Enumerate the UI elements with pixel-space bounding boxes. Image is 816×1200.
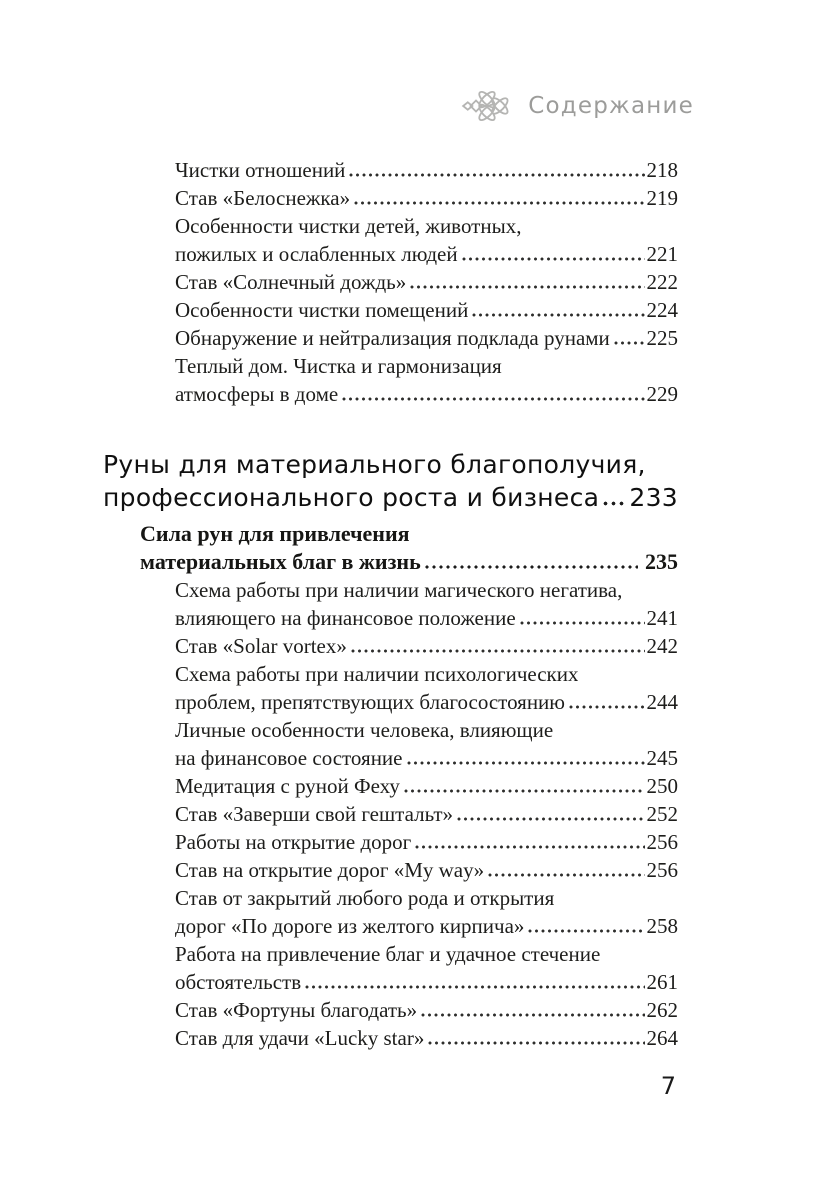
toc-entry-line: [175, 856, 678, 884]
toc-entry-page: 221: [646, 242, 678, 266]
dot-leader: [305, 985, 644, 989]
dot-leader: [404, 789, 645, 793]
dot-leader: [488, 873, 644, 877]
toc-entry-line: [175, 352, 678, 380]
toc-entry-text: Сила рун для привлечения: [140, 521, 410, 546]
toc-entry: [175, 212, 678, 268]
toc-entry: [175, 184, 678, 212]
toc-entry-text: материальных благ в жизнь: [140, 549, 421, 574]
toc-entry-line: [175, 940, 678, 968]
toc-entry-line: [175, 324, 678, 352]
toc-entry-line: [103, 481, 678, 514]
toc-entry-text: атмосферы в доме: [175, 382, 339, 406]
celtic-knot-icon: [459, 84, 515, 128]
toc-entry-text: Схема работы при наличии магического негатива,: [175, 578, 623, 602]
toc-entry: [175, 940, 678, 996]
toc-section: [0, 576, 816, 1052]
dot-leader: [457, 817, 644, 821]
dot-leader: [528, 929, 644, 933]
toc-entry-line: [103, 448, 678, 481]
dot-leader: [342, 397, 644, 401]
toc-entry-page: 252: [646, 802, 678, 826]
toc-entry-line: [175, 576, 678, 604]
toc-entry-text: Став от закрытий любого рода и открытия: [175, 886, 555, 910]
toc-entry-text: Став «Заверши свой гештальт»: [175, 802, 454, 826]
toc-entry-line: [175, 184, 678, 212]
toc-entry-line: [175, 660, 678, 688]
toc-entry-line: [140, 548, 678, 576]
toc-entry: [175, 716, 678, 772]
toc-entry-text: дорог «По дороге из желтого кирпича»: [175, 914, 525, 938]
toc-entry-text: пожилых и ослабленных людей: [175, 242, 458, 266]
toc-entry-text: Теплый дом. Чистка и гармонизация: [175, 354, 502, 378]
toc-entry-line: [175, 1024, 678, 1052]
toc-entry-line: [175, 632, 678, 660]
toc-entry: [175, 352, 678, 408]
toc-entry-page: 256: [646, 858, 678, 882]
toc-entry-text: влияющего на финансовое положение: [175, 606, 516, 630]
toc-entry: [175, 1024, 678, 1052]
toc-entry: [175, 856, 678, 884]
toc-entry: [175, 772, 678, 800]
toc-entry-line: [175, 240, 678, 268]
toc-entry-text: Медитация с руной Феху: [175, 774, 400, 798]
toc-entry-line: [175, 688, 678, 716]
toc-entry-text: Чистки отношений: [175, 158, 346, 182]
toc-entry-text: Особенности чистки детей, животных,: [175, 214, 522, 238]
toc-entry-line: [175, 380, 678, 408]
dot-leader: [407, 761, 645, 765]
toc-entry-page: 218: [646, 158, 678, 182]
dot-leader: [351, 649, 645, 653]
toc-entry: [175, 156, 678, 184]
toc-entry-text: Став «Solar vortex»: [175, 634, 347, 658]
toc-entry-line: [175, 744, 678, 772]
toc-entry-page: 219: [646, 186, 678, 210]
toc-entry: [175, 324, 678, 352]
toc-entry-line: [175, 828, 678, 856]
toc-entry-line: [140, 520, 678, 548]
toc-entry-line: [175, 268, 678, 296]
toc-entry-page: 224: [646, 298, 678, 322]
toc-entry-text: на финансовое состояние: [175, 746, 403, 770]
toc-entry-text: Обнаружение и нейтрализация подклада рунами: [175, 326, 610, 350]
toc-entry-page: 256: [646, 830, 678, 854]
toc-entry-page: 222: [646, 270, 678, 294]
toc-entry-text: Работы на открытие дорог: [175, 830, 412, 854]
toc-entry-page: 245: [646, 746, 678, 770]
dot-leader: [520, 621, 645, 625]
toc-entry-text: Особенности чистки помещений: [175, 298, 469, 322]
toc-entry-page: 241: [646, 606, 678, 630]
dot-leader: [614, 341, 645, 345]
toc-entry-text: Став для удачи «Lucky star»: [175, 1026, 425, 1050]
toc-entry-page: 233: [629, 483, 678, 512]
page-header: [0, 84, 694, 128]
toc-entry: [175, 632, 678, 660]
page-header-title: Содержание: [528, 93, 694, 119]
dot-leader: [603, 501, 627, 506]
toc-entry-page: 262: [646, 998, 678, 1022]
dot-leader: [354, 201, 644, 205]
toc-entry-text: Работа на привлечение благ и удачное стечение: [175, 942, 601, 966]
toc-entry: [175, 828, 678, 856]
toc-entry: [175, 884, 678, 940]
toc-entry-line: [175, 212, 678, 240]
toc-entry-page: 258: [646, 914, 678, 938]
toc-entry-text: проблем, препятствующих благосостоянию: [175, 690, 565, 714]
toc-entry-line: [175, 716, 678, 744]
toc-subsection-heading: [140, 520, 678, 576]
dot-leader: [410, 285, 644, 289]
toc-entry-page: 261: [646, 970, 678, 994]
toc-entry-text: Став «Солнечный дождь»: [175, 270, 407, 294]
toc-entry: [175, 268, 678, 296]
toc-entry-page: 235: [645, 549, 678, 574]
toc-entry-page: 244: [646, 690, 678, 714]
toc-entry-text: Став на открытие дорог «My way»: [175, 858, 485, 882]
dot-leader: [421, 1013, 644, 1017]
toc-entry-page: 264: [646, 1026, 678, 1050]
dot-leader: [425, 565, 638, 569]
toc-entry-page: 242: [646, 634, 678, 658]
dot-leader: [349, 173, 644, 177]
toc-entry-line: [175, 772, 678, 800]
toc-entry-line: [175, 156, 678, 184]
toc-entry: [175, 996, 678, 1024]
dot-leader: [569, 705, 645, 709]
page-number: 7: [660, 1072, 676, 1100]
toc-list: [0, 156, 816, 1052]
toc-entry-text: Став «Белоснежка»: [175, 186, 351, 210]
toc-entry: [175, 296, 678, 324]
toc-entry-line: [175, 912, 678, 940]
toc-entry-page: 229: [646, 382, 678, 406]
toc-entry-text: обстоятельств: [175, 970, 302, 994]
toc-section: [0, 156, 816, 408]
toc-entry-line: [175, 800, 678, 828]
toc-entry-text: профессионального роста и бизнеса: [103, 483, 600, 512]
toc-entry: [175, 660, 678, 716]
toc-entry-text: Руны для материального благополучия,: [103, 450, 646, 479]
dot-leader: [428, 1041, 644, 1045]
toc-entry-line: [175, 296, 678, 324]
dot-leader: [415, 845, 644, 849]
toc-entry-line: [175, 884, 678, 912]
toc-entry-page: 250: [646, 774, 678, 798]
dot-leader: [472, 313, 644, 317]
toc-entry: [175, 800, 678, 828]
toc-entry-page: 225: [646, 326, 678, 350]
toc-entry: [175, 576, 678, 632]
toc-section-heading: [103, 448, 678, 514]
toc-entry-line: [175, 968, 678, 996]
dot-leader: [462, 257, 645, 261]
toc-entry-text: Личные особенности человека, влияющие: [175, 718, 554, 742]
toc-entry-line: [175, 996, 678, 1024]
toc-entry-line: [175, 604, 678, 632]
toc-entry-text: Схема работы при наличии психологических: [175, 662, 579, 686]
toc-entry-text: Став «Фортуны благодать»: [175, 998, 418, 1022]
